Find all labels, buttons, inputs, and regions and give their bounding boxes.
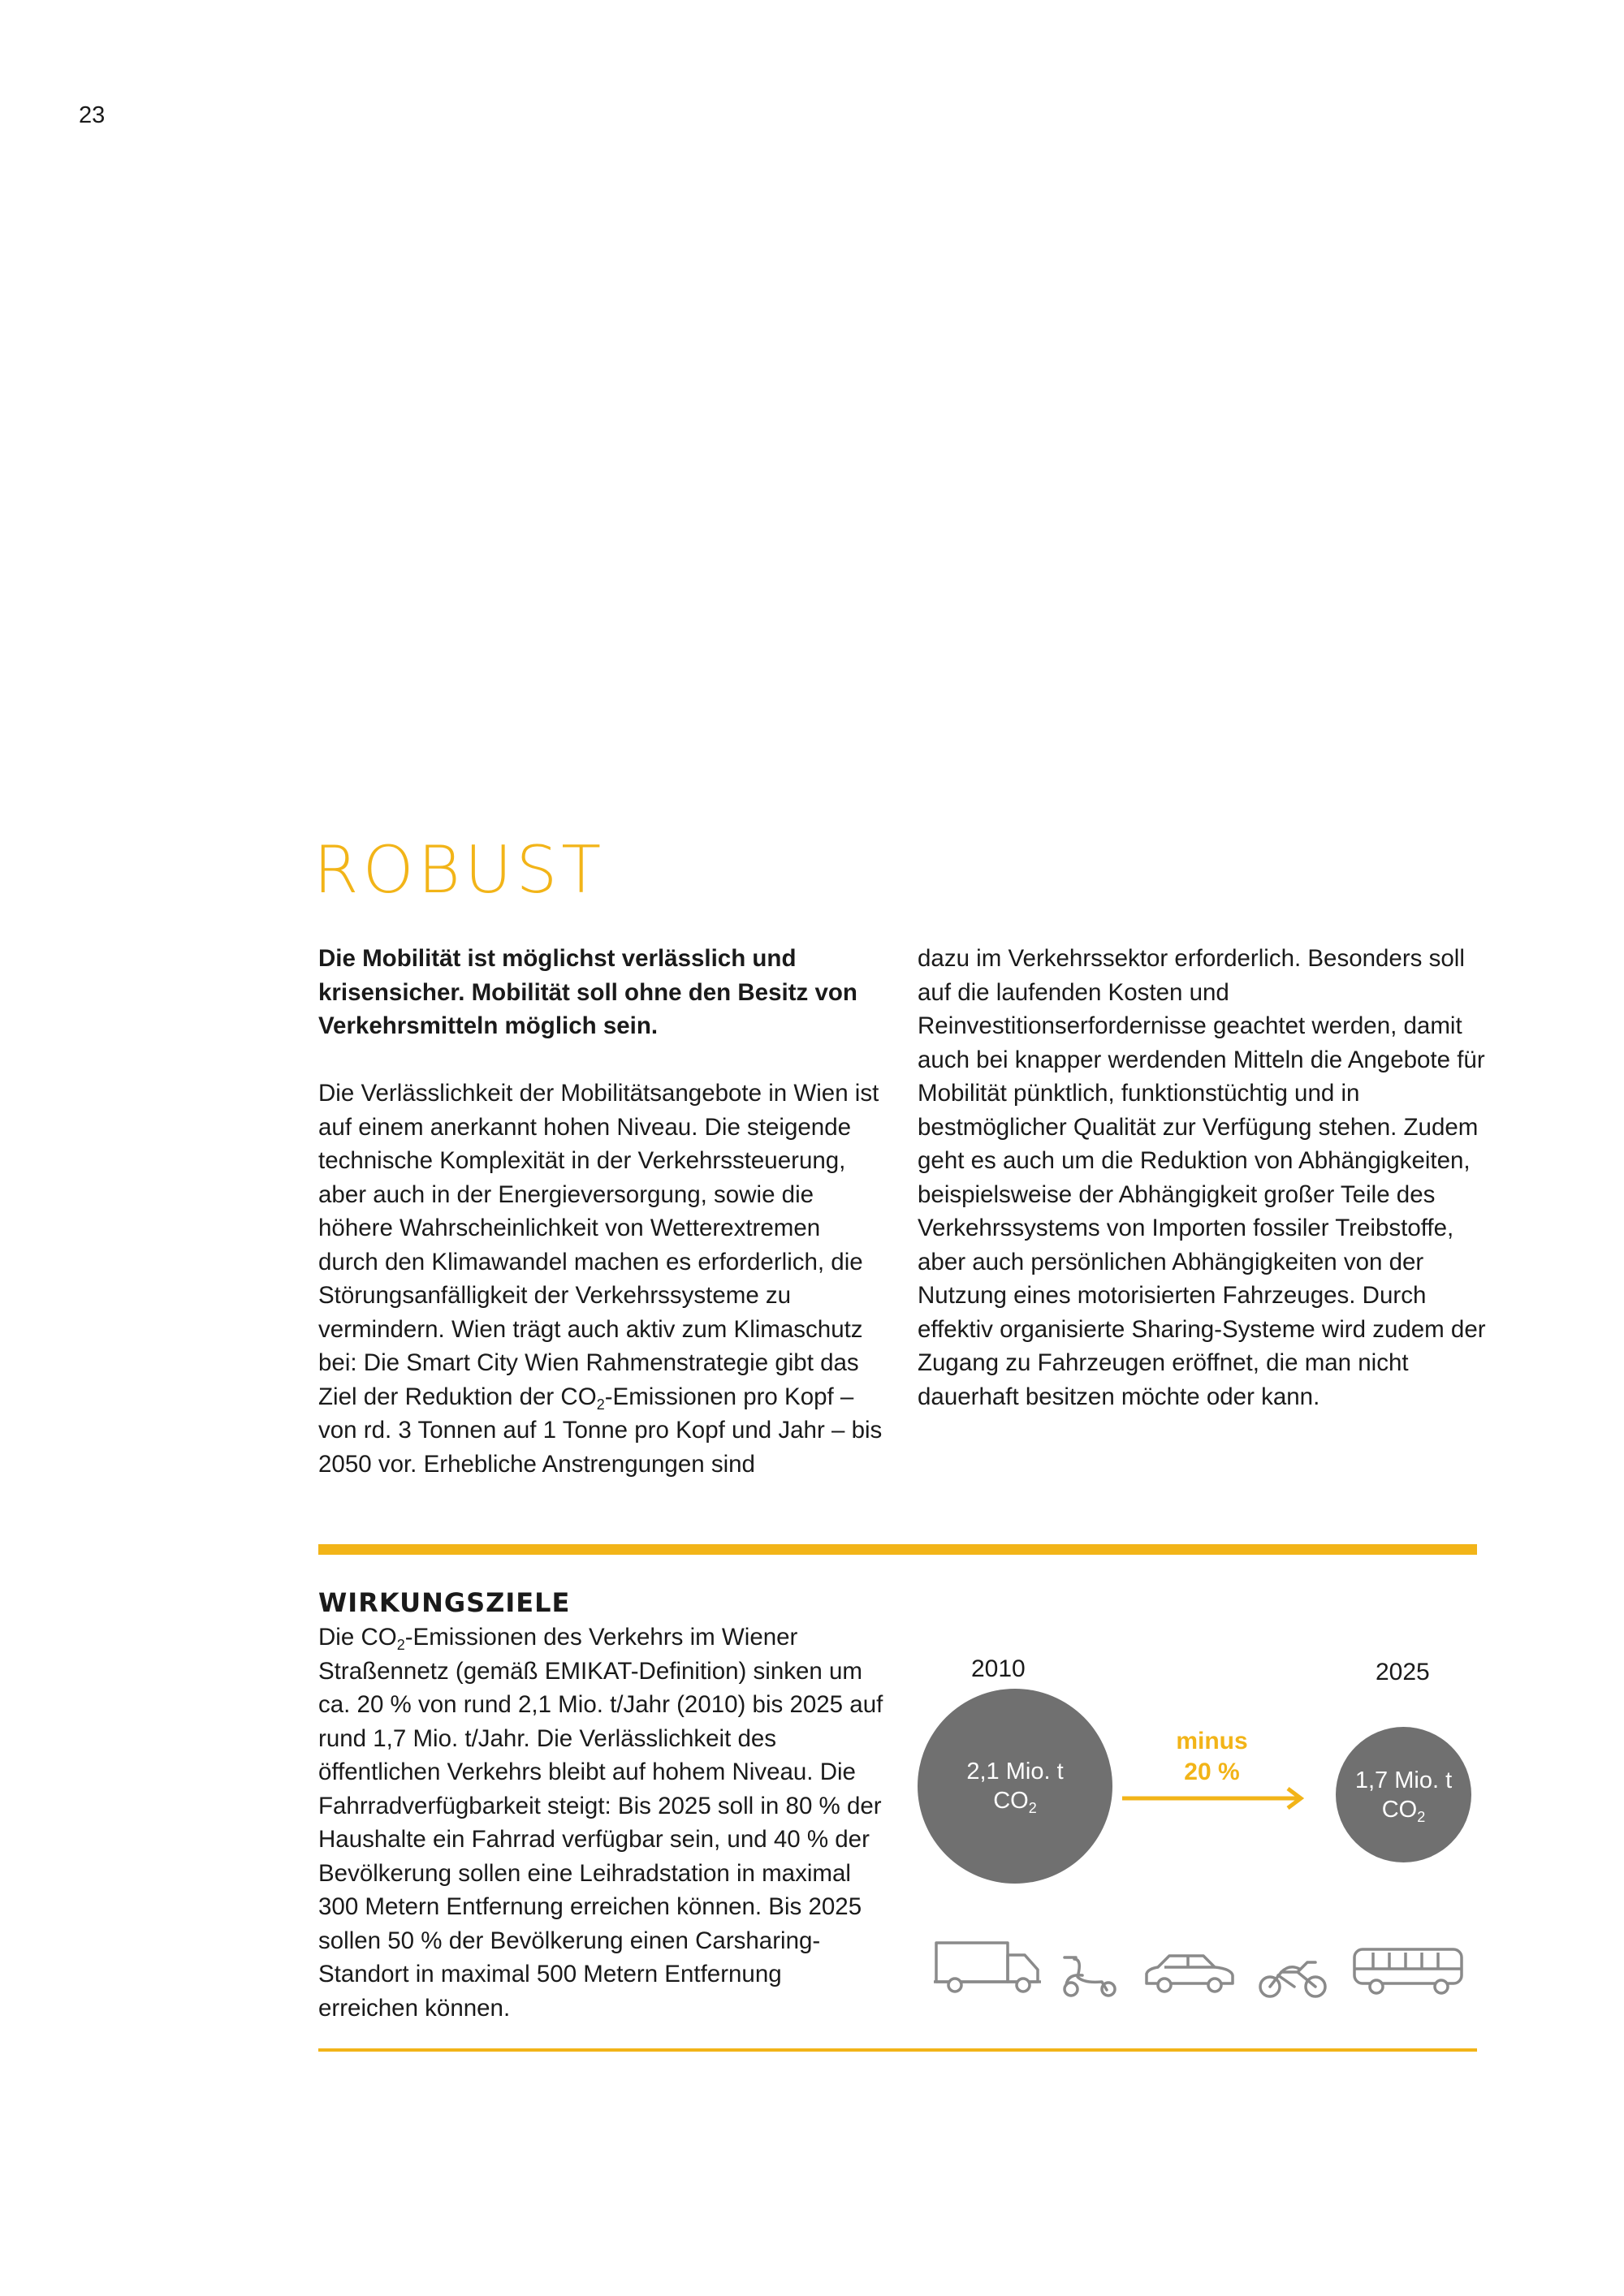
body-left-text-2: -Emissionen pro Kopf – von rd. 3 Tonnen auf 1 Tonne pro Kopf und Jahr – bis 2050 vor. Erhebliche Anstrengungen sind — [318, 1383, 883, 1478]
year-start-label: 2010 — [971, 1655, 1026, 1682]
wirkungsziele-text-1: Die CO — [318, 1624, 397, 1651]
intro-left-column — [318, 942, 887, 1481]
wirkungsziele-text — [318, 1621, 887, 2025]
year-end-label: 2025 — [1376, 1659, 1430, 1685]
section-divider — [318, 1544, 1477, 1555]
reduction-label-word: minus — [1176, 1728, 1248, 1754]
reduction-label-percent: 20 % — [1184, 1759, 1240, 1785]
emission-value-2025: 1,7 Mio. t — [1354, 1767, 1453, 1793]
car-icon — [1143, 1949, 1237, 1998]
bottom-divider — [318, 2048, 1477, 2052]
scooter-icon — [1060, 1951, 1121, 2001]
motorcycle-icon — [1257, 1951, 1330, 2001]
wirkungsziele-text-2: -Emissionen des Verkehrs im Wiener Straßennetz (gemäß EMIKAT-Definition) sinken um ca. 20 % von rund 2,1 Mio. t/Jahr (2010) bis 2025 auf rund 1,7 Mio. t/Jahr. Die Verlässlichkeit des öffentlichen Verkehrs bleibt auf hohem Niveau. Die Fahrradverfügbarkeit steigt: Bis 2025 soll in 80 % der Haushalte ein Fahrrad verfügbar sein, und 40 % der Bevölkerung sollen eine Leihradstation in maximal 300 Metern Entfernung erreichen können. Bis 2025 sollen 50 % der Bevölkerung einen Carsharing-Standort in maximal 500 Metern Entfernung erreichen können. — [318, 1624, 883, 2022]
co2-subscript: 2 — [596, 1396, 605, 1413]
emission-value-2010: 2,1 Mio. t — [966, 1759, 1064, 1785]
co2-subscript: 2 — [396, 1637, 405, 1653]
truck-icon — [934, 1939, 1043, 1996]
body-paragraph-right: dazu im Verkehrssektor erforderlich. Besonders soll auf die laufenden Kosten und Reinvestitionserfordernisse geachtet werden, damit auch bei knapper werdenden Mitteln die Angebote für Mobilität pünktlich, funktionstüchtig und in bestmöglicher Qualität zur Verfügung stehen. Zudem geht es auch um die Reduktion von Abhängigkeiten, beispielsweise der Abhängigkeit großer Teile des Verkehrssystems von Importen fossiler Treibstoffe, aber auch persönlichen Abhängigkeiten von der Nutzung eines motorisierten Fahrzeuges. Durch effektiv organisierte Sharing-Systeme wird zudem der Zugang zu Fahrzeugen eröffnet, die man nicht dauerhaft besitzen möchte oder kann. — [918, 945, 1486, 1410]
emission-unit-2010: $CO_2$ — [993, 1788, 1037, 1816]
body-paragraph-left — [318, 1077, 887, 1481]
body-left-text-1: Die Verlässlichkeit der Mobilitätsangebote in Wien ist auf einem anerkannt hohen Niveau. Die steigende technische Komplexität in der Verkehrssteuerung, aber auch in der Energieversorgung, sowie die höhere Wahrscheinlichkeit von Wetterextremen durch den Klimawandel machen es erforderlich, die Störungsanfälligkeit der Verkehrssysteme zu vermindern. Wien trägt auch aktiv zum Klimaschutz bei: Die Smart City Wien Rahmenstrategie gibt das Ziel der Reduktion der CO — [318, 1080, 879, 1410]
arrow-right-icon — [1122, 1786, 1309, 1810]
emission-circle-2010 — [918, 1689, 1112, 1884]
lead-paragraph: Die Mobilität ist möglichst verlässlich und krisensicher. Mobilität soll ohne den Besitz von Verkehrsmitteln möglich sein. — [318, 945, 857, 1039]
section-title: ROBUST — [313, 832, 606, 908]
page-number: 23 — [79, 102, 106, 128]
intro-right-column — [918, 942, 1502, 1413]
bus-icon — [1352, 1944, 1466, 2000]
emission-circle-2025 — [1336, 1727, 1471, 1862]
emission-unit-2025: $CO_2$ — [1381, 1796, 1426, 1825]
reduction-label — [1137, 1726, 1287, 1788]
wirkungsziele-heading: WIRKUNGSZIELE — [318, 1587, 571, 1618]
